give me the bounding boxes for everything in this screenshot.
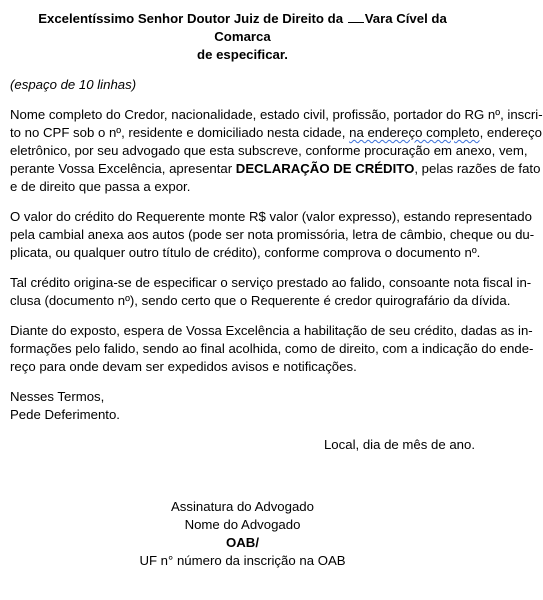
paragraph-request (10, 322, 534, 376)
heading-blank-underline (348, 10, 364, 23)
spacing-note: (espaço de 10 linhas) (10, 77, 137, 92)
closing-line-1: Nesses Termos, (10, 389, 105, 404)
heading-line-2: de especificar. (197, 47, 288, 62)
paragraph-line: plicata, ou qualquer outro título de crédito), conforme comprova o documento nº. (10, 245, 481, 260)
paragraph-line: reço para onde devam ser expedidos avisos e notificações. (10, 359, 357, 374)
paragraph-credit-value (10, 208, 535, 262)
paragraph-line (10, 124, 542, 142)
text-segment: perante Vossa Excelência, apresentar (10, 161, 236, 176)
spellcheck-flagged-text: na endereço completo (349, 125, 480, 140)
paragraph-line: eletrônico, por seu advogado que esta subscreve, conforme procuração em anexo, vem, (10, 143, 528, 158)
lawyer-name: Nome do Advogado (184, 517, 301, 532)
paragraph-line: Tal crédito origina-se de especificar o serviço prestado ao falido, consoante nota fiscal in- (10, 275, 532, 290)
paragraph-line: Diante do exposto, espera de Vossa Excelência a habilitação de seu crédito, dadas as in- (10, 323, 533, 338)
oab-registration (10, 534, 475, 570)
document-page (10, 10, 543, 570)
declaration-title: DECLARAÇÃO DE CRÉDITO (235, 161, 415, 176)
closing-line-2: Pede Deferimento. (10, 407, 120, 422)
paragraph-credor-qualification (10, 106, 543, 196)
closing-formula (10, 388, 475, 424)
paragraph-line: Nome completo do Credor, nacionalidade, estado civil, profissão, portador do RG nº, inscri- (10, 107, 543, 122)
paragraph-line: pela cambial anexa aos autos (pode ser nota promissória, letra de câmbio, cheque ou du- (10, 227, 535, 242)
oab-label: OAB/ (226, 535, 259, 550)
paragraph-line: O valor do crédito do Requerente monte R$ valor (valor expresso), estando representado (10, 209, 532, 224)
signature-block (10, 498, 475, 570)
text-segment: , endereço (479, 125, 542, 140)
text-segment: , pelas razões de fato (414, 161, 541, 176)
heading-text-before-blank: Excelentíssimo Senhor Doutor Juiz de Direito da (38, 11, 347, 26)
paragraph-line: clusa (documento nº), sendo certo que o Requerente é credor quirografário da dívida. (10, 293, 511, 308)
signature-line: Assinatura do Advogado (171, 499, 314, 514)
oab-number-text: UF n° número da inscrição na OAB (139, 553, 346, 568)
text-segment: to no CPF sob o nº, residente e domiciliado nesta cidade, (10, 125, 350, 140)
paragraph-credit-origin (10, 274, 532, 310)
paragraph-line: e de direito que passa a expor. (10, 179, 191, 194)
paragraph-line (10, 160, 541, 178)
document-heading (10, 10, 475, 64)
heading-text-after-blank: Vara Cível da Comarca (214, 11, 447, 44)
place-and-date: Local, dia de mês de ano. (323, 437, 475, 452)
paragraph-line: formações pelo falido, sendo ao final acolhida, como de direito, com a indicação do ende- (10, 341, 534, 356)
heading-line-1 (10, 10, 475, 46)
